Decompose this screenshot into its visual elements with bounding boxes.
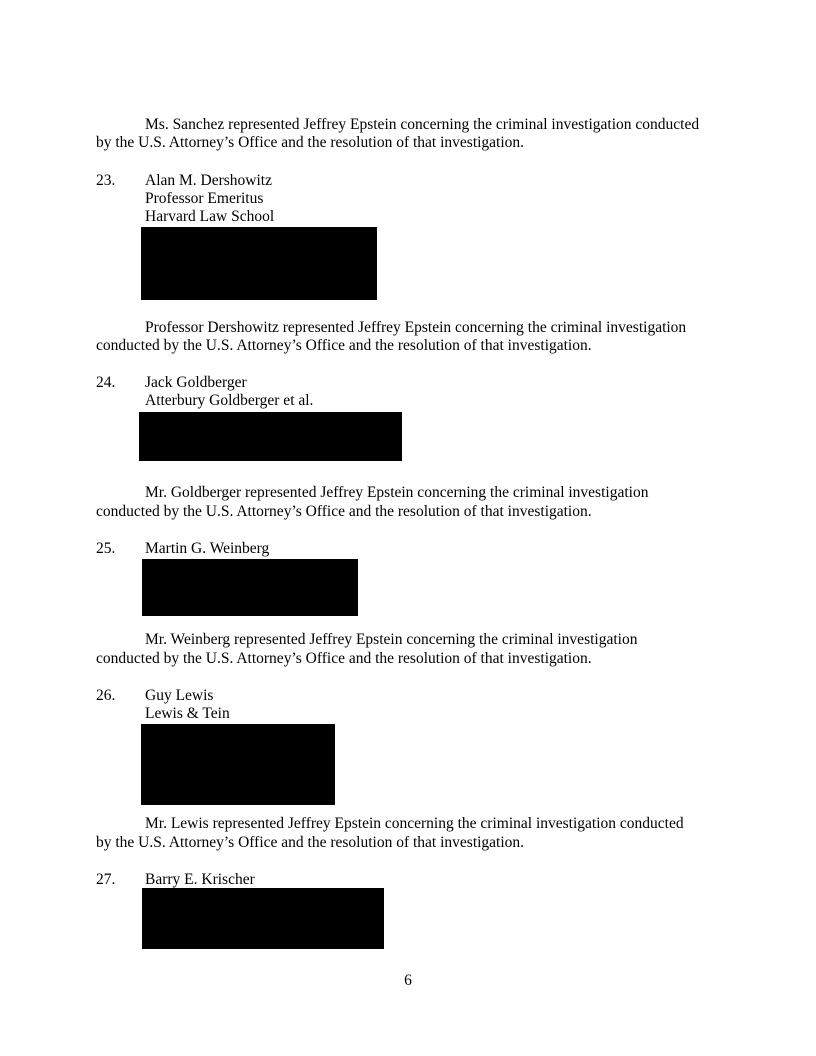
entry-27-number: 27.	[96, 871, 116, 888]
entry-24-number: 24.	[96, 374, 116, 391]
entry-27-redaction-block	[142, 888, 384, 949]
entry-27-name: Barry E. Krischer	[145, 871, 255, 888]
entry-25-number: 25.	[96, 540, 116, 557]
entry-23-name: Alan M. Dershowitz	[145, 172, 272, 189]
entry-26-number: 26.	[96, 687, 116, 704]
intro-paragraph-line-1: Ms. Sanchez represented Jeffrey Epstein concerning the criminal investigation conducted	[145, 116, 700, 133]
entry-23-title: Professor Emeritus	[145, 190, 264, 207]
entry-24-description-line-1: Mr. Goldberger represented Jeffrey Epstein concerning the criminal investigation	[145, 484, 649, 501]
entry-26-description-line-2: by the U.S. Attorney’s Office and the resolution of that investigation.	[96, 834, 525, 851]
entry-26-description-line-1: Mr. Lewis represented Jeffrey Epstein concerning the criminal investigation conducted	[145, 815, 684, 832]
entry-25-redaction-block	[142, 559, 358, 616]
entry-26-redaction-block	[141, 724, 335, 805]
entry-23-number: 23.	[96, 172, 116, 189]
intro-paragraph-line-2: by the U.S. Attorney’s Office and the resolution of that investigation.	[96, 134, 525, 151]
entry-24-organization: Atterbury Goldberger et al.	[145, 392, 314, 409]
entry-23-redaction-block	[141, 227, 377, 300]
page-number: 6	[404, 972, 412, 989]
entry-23-organization: Harvard Law School	[145, 208, 275, 225]
entry-24-description-line-2: conducted by the U.S. Attorney’s Office and the resolution of that investigation.	[96, 503, 592, 520]
entry-25-description-line-2: conducted by the U.S. Attorney’s Office and the resolution of that investigation.	[96, 650, 592, 667]
entry-24-redaction-block	[139, 412, 402, 461]
entry-24-name: Jack Goldberger	[145, 374, 247, 391]
entry-25-description-line-1: Mr. Weinberg represented Jeffrey Epstein concerning the criminal investigation	[145, 631, 638, 648]
entry-23-description-line-2: conducted by the U.S. Attorney’s Office and the resolution of that investigation.	[96, 337, 592, 354]
entry-26-name: Guy Lewis	[145, 687, 214, 704]
entry-25-name: Martin G. Weinberg	[145, 540, 270, 557]
entry-23-description-line-1: Professor Dershowitz represented Jeffrey Epstein concerning the criminal investigation	[145, 319, 687, 336]
entry-26-organization: Lewis & Tein	[145, 705, 230, 722]
